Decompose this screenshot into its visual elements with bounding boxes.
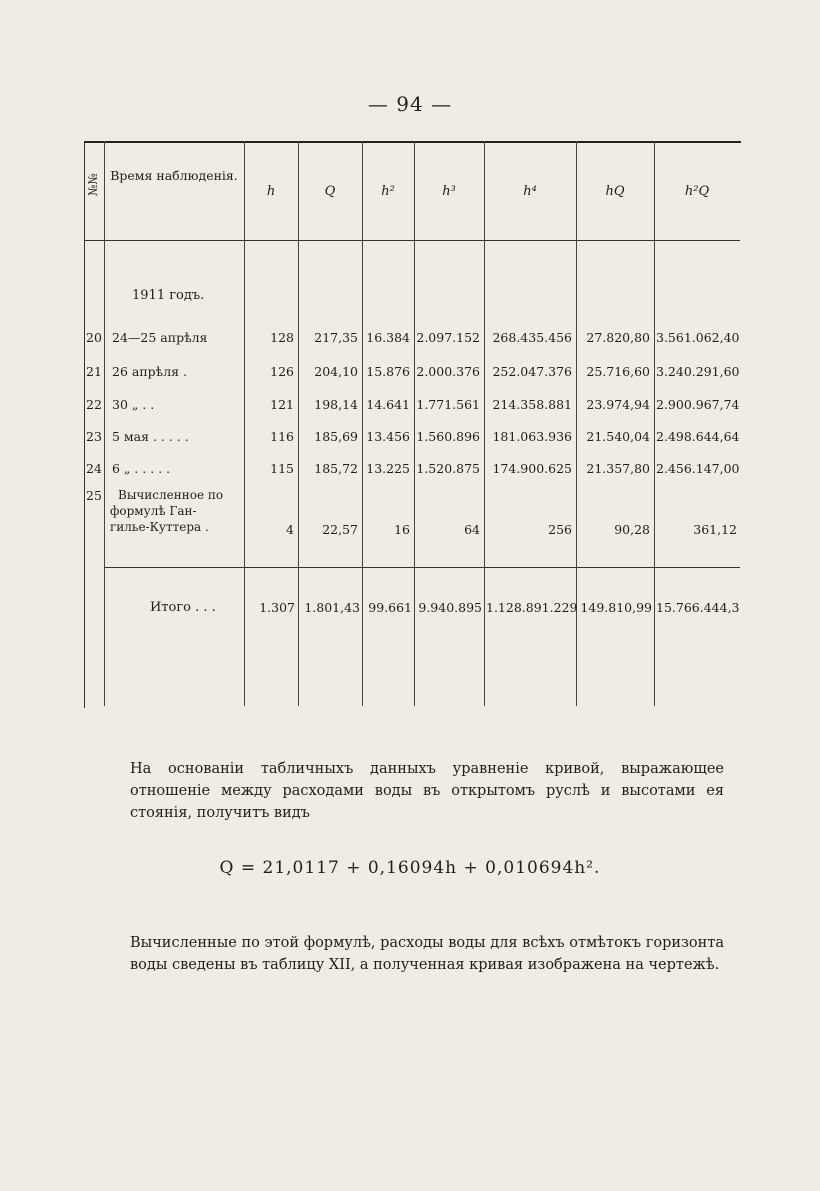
total-h3: 9.940.895 [418, 600, 482, 615]
calc-row-h: 4 [286, 522, 294, 537]
col-divider [484, 141, 485, 706]
col-divider [298, 141, 299, 706]
table-cell-h: 128 [270, 330, 294, 345]
table-cell-date: 6 „ . . . . . [112, 461, 171, 476]
table-cell-h3: 1.520.875 [416, 461, 480, 476]
table-cell-h2q: 2.498.644,64 [656, 429, 740, 444]
calc-row-label-2: формулѣ Ган- [110, 504, 197, 518]
table-cell-h2q: 2.900.967,74 [656, 397, 740, 412]
table-cell-no: 24 [86, 461, 102, 476]
table-cell-hq: 25.716,60 [586, 364, 650, 379]
calc-row-h3: 64 [464, 522, 480, 537]
calc-row-h4: 256 [548, 522, 572, 537]
table-cell-hq: 23.974,94 [586, 397, 650, 412]
formula: Q = 21,0117 + 0,16094h + 0,010694h². [219, 858, 601, 878]
header-q: Q [324, 184, 336, 199]
table-cell-hq: 21.357,80 [586, 461, 650, 476]
total-rule [104, 567, 740, 568]
table-cell-h2: 16.384 [366, 330, 410, 345]
total-h2: 99.661 [368, 600, 412, 615]
table-cell-h: 121 [270, 397, 294, 412]
table-cell-h2q: 3.240.291,60 [656, 364, 740, 379]
calc-row-no: 25 [86, 488, 102, 503]
page-number: — 94 — [367, 92, 453, 116]
table-cell-q: 185,72 [314, 461, 358, 476]
header-no: №№ [86, 173, 100, 196]
table-cell-no: 23 [86, 429, 102, 444]
calc-row-label-1: Вычисленное по [118, 488, 224, 502]
table-cell-hq: 21.540,04 [586, 429, 650, 444]
header-hq: hQ [605, 184, 625, 199]
table-cell-h2: 14.641 [366, 397, 410, 412]
paragraph-2: Вычисленные по этой формулѣ, расходы воды для всѣхъ отмѣтокъ горизонта воды сведены въ таблицу XII, а полученная кривая изображена на чертежѣ. [130, 935, 724, 973]
col-divider [654, 141, 655, 706]
header-h3: h³ [442, 184, 456, 199]
table-cell-date: 24—25 апрѣля [112, 330, 208, 345]
table-cell-h4: 214.358.881 [492, 397, 572, 412]
col-divider [362, 141, 363, 706]
calc-row-label-3: гилье-Куттера . [110, 520, 209, 534]
table-cell-no: 21 [86, 364, 102, 379]
table-cell-no: 22 [86, 397, 102, 412]
header-h: h [266, 184, 276, 199]
table-cell-h3: 2.000.376 [416, 364, 480, 379]
table-cell-h4: 252.047.376 [492, 364, 572, 379]
table-cell-h2q: 2.456.147,00 [656, 461, 740, 476]
table-cell-q: 204,10 [314, 364, 358, 379]
total-hq: 149.810,99 [580, 600, 652, 615]
table-frame [84, 141, 741, 708]
calc-row-hq: 90,28 [614, 522, 650, 537]
table-cell-h2: 15.876 [366, 364, 410, 379]
calc-row-h2q: 361,12 [693, 522, 737, 537]
table-cell-date: 30 „ . . [112, 397, 155, 412]
table-cell-h: 115 [270, 461, 294, 476]
table-cell-h2: 13.456 [366, 429, 410, 444]
table-cell-h3: 1.771.561 [416, 397, 480, 412]
table-cell-date: 5 мая . . . . . [112, 429, 189, 444]
header-h2: h² [381, 184, 395, 199]
total-h2q: 15.766.444,3 [656, 600, 740, 615]
table-cell-q: 185,69 [314, 429, 358, 444]
col-divider [576, 141, 577, 706]
table-cell-h4: 181.063.936 [492, 429, 572, 444]
table-cell-q: 217,35 [314, 330, 358, 345]
year-label: 1911 годъ. [132, 288, 205, 303]
table-cell-hq: 27.820,80 [586, 330, 650, 345]
table-cell-h: 126 [270, 364, 294, 379]
calc-row-h2: 16 [394, 522, 410, 537]
total-q: 1.801,43 [304, 600, 360, 615]
table-cell-h3: 1.560.896 [416, 429, 480, 444]
col-divider [244, 141, 245, 706]
header-h4: h⁴ [523, 184, 537, 199]
table-cell-q: 198,14 [314, 397, 358, 412]
table-cell-no: 20 [86, 330, 102, 345]
calc-row-q: 22,57 [322, 522, 358, 537]
col-divider [104, 141, 105, 706]
header-rule [84, 240, 740, 241]
table-cell-h3: 2.097.152 [416, 330, 480, 345]
table-cell-h: 116 [270, 429, 294, 444]
table-cell-h4: 268.435.456 [492, 330, 572, 345]
table-cell-h2: 13.225 [366, 461, 410, 476]
table-cell-h2q: 3.561.062,40 [656, 330, 740, 345]
col-divider [414, 141, 415, 706]
header-h2q: h²Q [684, 184, 710, 199]
total-h: 1.307 [259, 600, 295, 615]
total-label: Итого . . . [150, 600, 216, 615]
paragraph-1: На основаніи табличныхъ данныхъ уравненіе кривой, выражающее отношеніе между расходами воды въ открытомъ руслѣ и высотами ея стоянія, получитъ видъ [130, 761, 724, 821]
total-h4: 1.128.891.229 [486, 600, 578, 615]
header-time: Время наблюденія. [110, 168, 238, 183]
table-cell-h4: 174.900.625 [492, 461, 572, 476]
table-cell-date: 26 апрѣля . [112, 364, 187, 379]
